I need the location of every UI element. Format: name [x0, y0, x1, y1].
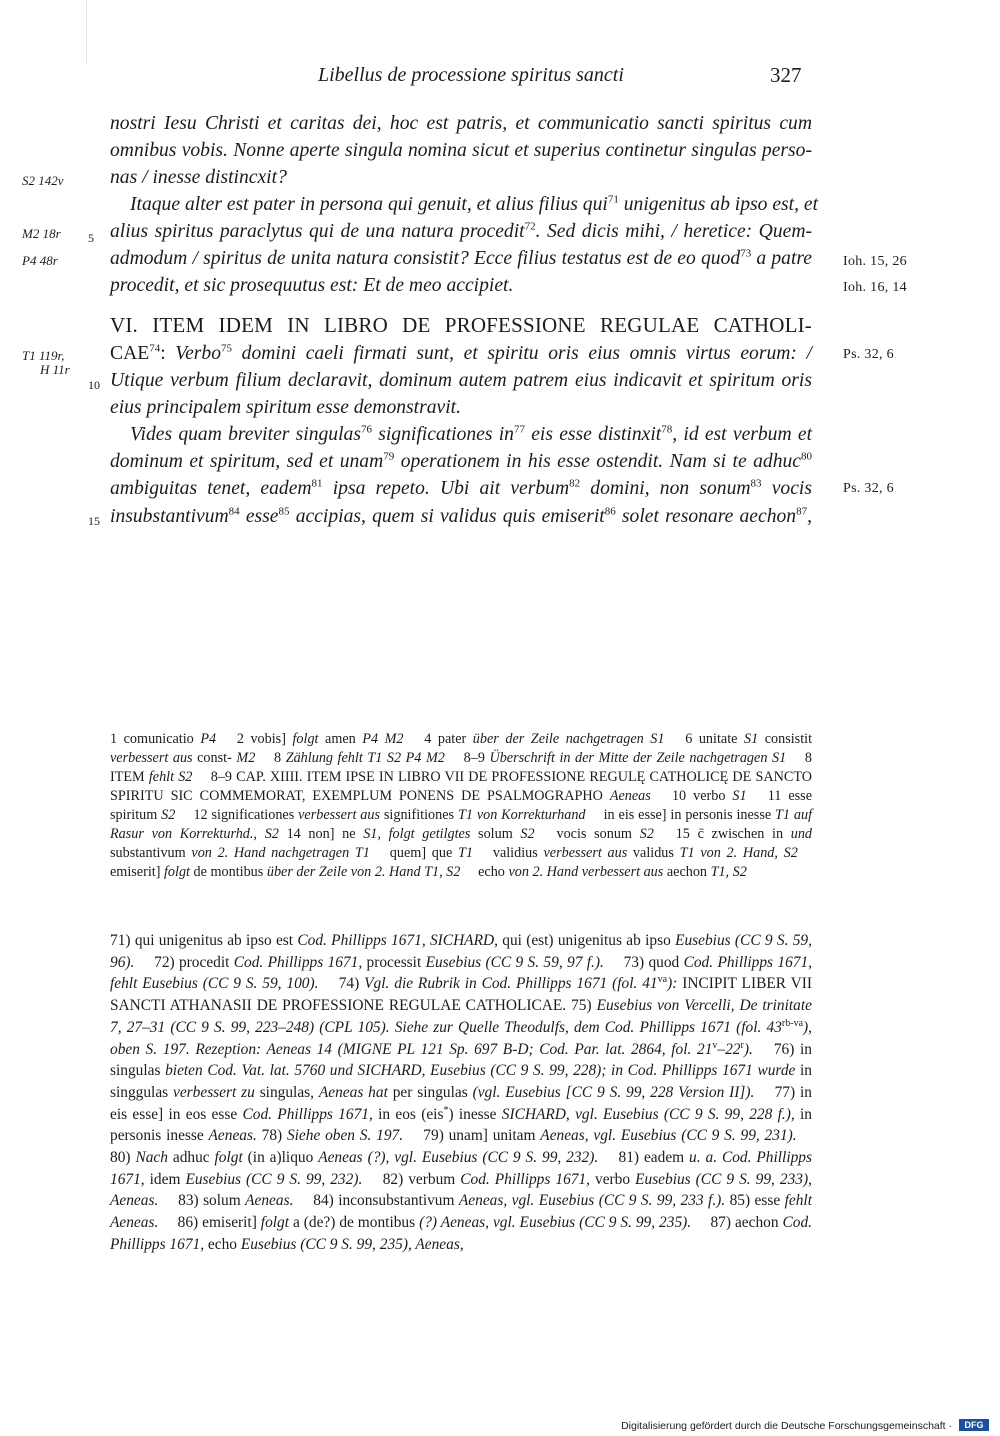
margin-siglum-p4: P4 48r [22, 253, 58, 268]
footnote-ref: 84 [228, 505, 240, 518]
source-footnotes: 71) qui unigenitus ab ipso est Cod. Phillipps 1671, SICHARD, qui (est) unigenitus ab ipso Eusebius (CC 9 S. 59, 96). 72) procedit Cod. Phillipps 1671, processit Eusebius (CC 9 S. 59, 97 f.). 73) quod Cod. Phillipps 1671, fehlt Eusebius (CC 9 S. 59, 100). 74) Vgl. die Rubrik in Cod. Phillipps 1671 (fol. $41^{va}$): INCIPIT LIBER VII SANCTI ATHANASII DE PROFESSIONE REGULAE CATHOLICAE. 75) Eusebius von Vercelli, De trinitate 7, 27–31 (CC 9 S. 99, 223–248) (CPL 105). Siehe zur Quelle Theodulfs, dem Cod. Phillipps 1671 (fol. $43^{rb-va}$), oben S. 197. Rezeption: Aeneas 14 (MIGNE PL 121 Sp. 697 B-D; Cod. Par. lat. 2864, fol. 21$^v$–22$^r$). 76) in singulas bieten Cod. Vat. lat. 5760 und SICHARD, Eusebius (CC 9 S. 99, 228); in Cod. Phillipps 1671 wurde in singgulas verbessert zu singulas, Aeneas hat per singulas (vgl. Eusebius [CC 9 S. 99, 228 Version II]). 77) in eis esse] in eos esse Cod. Phillipps 1671, in eos (eis*) inesse SICHARD, vgl. Eusebius (CC 9 S. 99, 228 f.), in personis inesse Aeneas. 78) Siehe oben S. 197. 79) unam] unitam Aeneas, vgl. Eusebius (CC 9 S. 99, 231). 80) Nach adhuc folgt (in a)liquo Aeneas (?), vgl. Eusebius (CC 9 S. 99, 232). 81) eadem u. a. Cod. Phillipps 1671, idem Eusebius (CC 9 S. 99, 232). 82) verbum Cod. Phillipps 1671, verbo Eusebius (CC 9 S. 99, 233), Aeneas. 83) solum Aeneas. 84) inconsubstantivum Aeneas, vgl. Eusebius (CC 9 S. 99, 233 f.). 85) esse fehlt Aeneas. 86) emiserit] folgt a (de?) de montibus (?) Aeneas, vgl. Eusebius (CC 9 S. 99, 235). 87) aechon Cod. Phillipps 1671, echo Eusebius (CC 9 S. 99, 235), Aeneas, [110, 932, 813, 1253]
footnote-ref: 76 [360, 423, 372, 436]
footnote-ref: 86 [604, 505, 616, 518]
text-line: ambiguitas tenet, eadem$^{81}$ ipsa repeto. Ubi ait verbum$^{82}$ domini, non sonum$^{83}$ vocis [110, 477, 812, 499]
footnote-ref: 85 [278, 505, 290, 518]
text-line: CAE$^{74}$: Verbo$^{75}$ domini caeli firmati sunt, et spiritu oris eius omnis virtus eorum: / [110, 342, 812, 364]
text-line: procedit, et sic prosequutus est: Et de meo accipiet. [110, 275, 514, 296]
page-number: 327 [770, 63, 802, 87]
line-number-15: 15 [88, 514, 100, 528]
footnote-ref: 82 [569, 477, 581, 490]
text-line: admodum / spiritus de unita natura consistit? Ecce filius testatus est de eo quod$^{73}$ a patre [110, 247, 812, 269]
text-line: alius spiritus paraclytus qui de una natura procedit$^{72}$. Sed dicis mihi, / heretice: Quem- [110, 220, 812, 242]
footnote-ref: 80 [801, 450, 812, 463]
section-heading: VI. ITEM IDEM IN LIBRO DE PROFESSIONE REGULAE CATHOLI- [110, 313, 812, 337]
margin-siglum-m2: M2 18r [22, 226, 61, 241]
dfg-logo: DFG [959, 1419, 989, 1431]
text-line: omnibus vobis. Nonne aperte singula nomina sicut et superius continetur singulas perso- [110, 140, 812, 161]
text-line: Itaque alter est pater in persona qui genuit, et alius filius qui$^{71}$ unigenitus ab ipso est, et [130, 193, 819, 215]
text-line: Utique verbum filium declaravit, dominum autem patrem eius indicavit et spiritum oris [110, 370, 812, 391]
text-line: eius principalem spiritum esse demonstravit. [110, 397, 462, 418]
footnote-ref: 77 [513, 423, 525, 436]
text-line: nostri Iesu Christi et caritas dei, hoc est patris, et communicatio sancti spiritus cum [110, 113, 812, 134]
footnote-ref: 78 [661, 423, 673, 436]
margin-siglum-t1: T1 119r, [22, 348, 65, 363]
text-line: insubstantivum$^{84}$ esse$^{85}$ accipias, quem si validus quis emiserit$^{86}$ solet resonare aechon$^{87}$, [110, 505, 812, 527]
line-number-5: 5 [88, 231, 94, 245]
footnote-ref: 81 [311, 477, 323, 490]
text-line: Vides quam breviter singulas$^{76}$ significationes $in^{77}$ eis esse distinxit$^{78}$, id est verbum et [130, 423, 813, 445]
footnote-ref: 87 [796, 505, 808, 518]
margin-reference: Ioh. 16, 14 [843, 280, 907, 295]
footnote-ref: 79 [383, 450, 395, 463]
text-line: nas / inesse distincxit? [110, 167, 287, 188]
margin-reference: Ioh. 15, 26 [843, 254, 907, 269]
footnote-ref: 71 [607, 193, 619, 206]
margin-reference: Ps. 32, 6 [843, 347, 894, 362]
margin-siglum-s2: S2 142v [22, 173, 64, 188]
margin-reference: Ps. 32, 6 [843, 481, 894, 496]
digitization-credit: Digitalisierung gefördert durch die Deutsche Forschungsgemeinschaft · [621, 1420, 952, 1432]
footnote-ref: 75 [221, 342, 232, 355]
footnote-ref: 74 [149, 342, 161, 355]
margin-siglum-h: H 11r [40, 362, 70, 377]
running-title: Libellus de processione spiritus sancti [318, 64, 624, 86]
scan-artifact [86, 0, 87, 64]
footnote-ref: 73 [740, 247, 752, 260]
line-number-10: 10 [88, 378, 100, 392]
footnote-ref: 83 [750, 477, 762, 490]
footnote-ref: 72 [524, 220, 536, 233]
text-line: dominum et spiritum, sed et unam$^{79}$ operationem in his esse ostendit. Nam si te adhuc$^{80}$ [110, 450, 812, 472]
critical-apparatus: 1 comunicatio P4 2 vobis] folgt amen P4 M2 4 pater über der Zeile nachgetragen S1 6 unitate S1 consistit verbessert aus const- M2 8 Zählung fehlt T1 S2 P4 M2 8–9 Überschrift in der Mitte der Zeile nachgetragen S1 8 ITEM fehlt S2 8–9 CAP. XIIII. ITEM IPSE IN LIBRO VII DE PROFESSIONE REGULĘ CATHOLICĘ DE SANCTO SPIRITU SIC COMMEMORAT, EXEMPLUM PONENS DE PSALMOGRAPHO Aeneas 10 verbo S1 11 esse spiritum S2 12 significationes verbessert aus signifitiones T1 von Korrekturhand in eis esse] in personis inesse T1 auf Rasur von Korrekturhd., S2 14 non] ne S1, folgt getilgtes solum S2 vocis sonum S2 15 c̄ zwischen in und substantivum von 2. Hand nachgetragen T1 quem] que T1 validius verbessert aus validus T1 von 2. Hand, S2 emiserit] folgt de montibus über der Zeile von 2. Hand T1, S2 echo von 2. Hand verbessert aus aechon T1, S2 [110, 731, 813, 880]
